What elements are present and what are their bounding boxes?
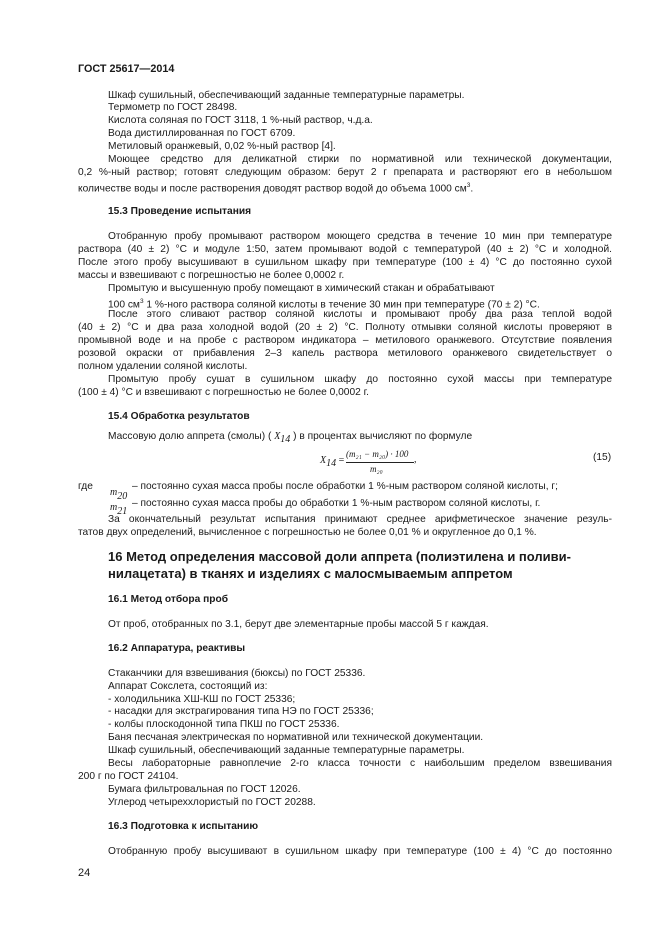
formula-denominator: m₂₀ (370, 464, 383, 474)
text-fragment: количестве воды и после растворения доводят раствор водой до объема 1000 см (78, 183, 467, 195)
formula-variable: X (320, 455, 327, 466)
fraction-bar (346, 462, 414, 463)
text-line: 0,2 %-ный раствор; готовят следующим образом: берут 2 г препарата и растворяют его в небольшом (78, 167, 612, 178)
text-line: 200 г по ГОСТ 24104. (78, 771, 179, 782)
text-line: Шкаф сушильный, обеспечивающий заданные температурные параметры. (108, 745, 465, 756)
list-item: - насадки для экстрагирования типа НЭ по ГОСТ 25336; (108, 706, 374, 717)
text-line: раствора (40 ± 2) °С и модуле 1:50, затем промывают водой с температурой (40 ± 2) °С и холодной. (78, 244, 612, 255)
formula-intro (108, 430, 472, 446)
section-heading-16: 16 Метод определения массовой доли аппрета (полиэтилена и поливи- (108, 549, 571, 564)
section-heading-16-2: 16.2 Аппаратура, реактивы (108, 643, 246, 654)
formula-subscript: 20 (117, 491, 128, 503)
text-line: Термометр по ГОСТ 28498. (108, 102, 238, 113)
superscript: 3 (466, 182, 471, 189)
text-fragment: 1 %-ного раствора соляной кислоты в течение 30 мин при температуре (70 ± 2) °С. (143, 299, 540, 311)
formula-numerator: (m₂₁ − m₂₀) · 100 (346, 449, 409, 459)
text-line: Шкаф сушильный, обеспечивающий заданные температурные параметры. (108, 90, 465, 101)
text-line: Метиловый оранжевый, 0,02 %-ный раствор [4]. (108, 141, 336, 152)
page-number: 24 (78, 867, 91, 879)
section-heading-16-1: 16.1 Метод отбора проб (108, 594, 229, 605)
superscript: 3 (139, 298, 144, 305)
section-heading-15-3: 15.3 Проведение испытания (108, 206, 252, 217)
text-line: Отобранную пробу высушивают в сушильном шкафу при температуре (100 ± 4) °С до постоянно (108, 846, 612, 857)
text-line: массы и взвешивают с погрешностью не более 0,0002 г. (78, 270, 345, 281)
text-fragment: ) в процентах вычисляют по формуле (293, 431, 473, 442)
text-line: После этого пробу высушивают в сушильном шкафу при температуре (100 ± 4) °С до постоянно сухой (78, 257, 612, 268)
formula-subscript: 14 (326, 458, 337, 469)
text-line: полном удалении соляной кислоты. (78, 361, 248, 372)
list-item: - холодильника ХШ-КШ по ГОСТ 25336; (108, 694, 296, 705)
definition-m21: – постоянно сухая масса пробы до обработки 1 %-ным раствором соляной кислоты, г. (132, 498, 541, 509)
formula-equals: = (336, 455, 345, 466)
text-line: Баня песчаная электрическая по нормативной или технической документации. (108, 732, 484, 743)
where-label: где (78, 481, 93, 492)
section-heading-15-4: 15.4 Обработка результатов (108, 411, 250, 422)
formula-variable: m (110, 487, 118, 498)
document-id: ГОСТ 25617—2014 (78, 63, 175, 75)
text-fragment: Массовую долю аппрета (смолы) ( (108, 431, 272, 442)
formula-subscript: 14 (280, 434, 291, 446)
text-line: татов двух определений, вычисленное с погрешностью не более 0,01 % и округленное до 0,1 %. (78, 527, 537, 538)
text-line: (100 ± 4) °С и взвешивают с погрешностью не более 0,0002 г. (78, 387, 369, 398)
text-line: Вода дистиллированная по ГОСТ 6709. (108, 128, 296, 139)
formula-variable: m (110, 502, 118, 513)
formula-variable: X (274, 431, 281, 442)
definition-m20: – постоянно сухая масса пробы после обработки 1 %-ным раствором соляной кислоты, г; (132, 481, 558, 492)
text-line: Кислота соляная по ГОСТ 3118, 1 %-ный раствор, ч.д.а. (108, 115, 373, 126)
section-heading-16-3: 16.3 Подготовка к испытанию (108, 821, 259, 832)
text-line: От проб, отобранных по 3.1, берут две элементарные пробы массой 5 г каждая. (108, 619, 489, 630)
section-heading-16-cont: нилацетата) в тканях и изделиях с малосмываемым аппретом (108, 566, 513, 581)
text-line: Промытую пробу сушат в сушильном шкафу до постоянно сухой массы при температуре (108, 374, 612, 385)
text-line (78, 179, 473, 195)
text-line: Аппарат Сокслета, состоящий из: (108, 681, 268, 692)
text-fragment: 100 см (108, 299, 140, 311)
text-line: Промытую и высушенную пробу помещают в химический стакан и обрабатывают (108, 283, 495, 294)
text-line: Моющее средство для деликатной стирки по нормативной или технической документации, (108, 154, 612, 165)
formula-number: (15) (593, 452, 612, 463)
list-item: - колбы плоскодонной типа ПКШ по ГОСТ 25336. (108, 719, 340, 730)
text-line: Углерод четыреххлористый по ГОСТ 20288. (108, 797, 316, 808)
text-line: промывной воде и на пробе с раствором индикатора – метилового оранжевого. Отсутствие появления (78, 335, 612, 346)
text-line: розовой окраски от прибавления 2–3 капель раствора метилового оранжевого свидетельствует о (78, 348, 612, 359)
formula-comma: , (414, 454, 417, 465)
text-line: После этого сливают раствор соляной кислоты и промывают пробу два раза теплой водой (108, 309, 612, 320)
text-line: За окончательный результат испытания принимают среднее арифметическое значение резуль- (108, 514, 612, 525)
formula-subscript: 21 (117, 506, 128, 518)
text-line: (40 ± 2) °С и два раза холодной водой (20 ± 2) °С. Полноту отмывки соляной кислоты проверяют в (78, 322, 612, 333)
text-line: Отобранную пробу промывают раствором моющего средства в течение 10 мин при температуре (108, 231, 612, 242)
text-fragment: . (470, 183, 474, 195)
text-line: Весы лабораторные равноплечие 2-го класса точности с наибольшим пределом взвешивания (108, 758, 612, 769)
formula-lhs (320, 455, 344, 469)
text-line: Бумага фильтровальная по ГОСТ 12026. (108, 784, 301, 795)
text-line: Стаканчики для взвешивания (бюксы) по ГОСТ 25336. (108, 668, 366, 679)
